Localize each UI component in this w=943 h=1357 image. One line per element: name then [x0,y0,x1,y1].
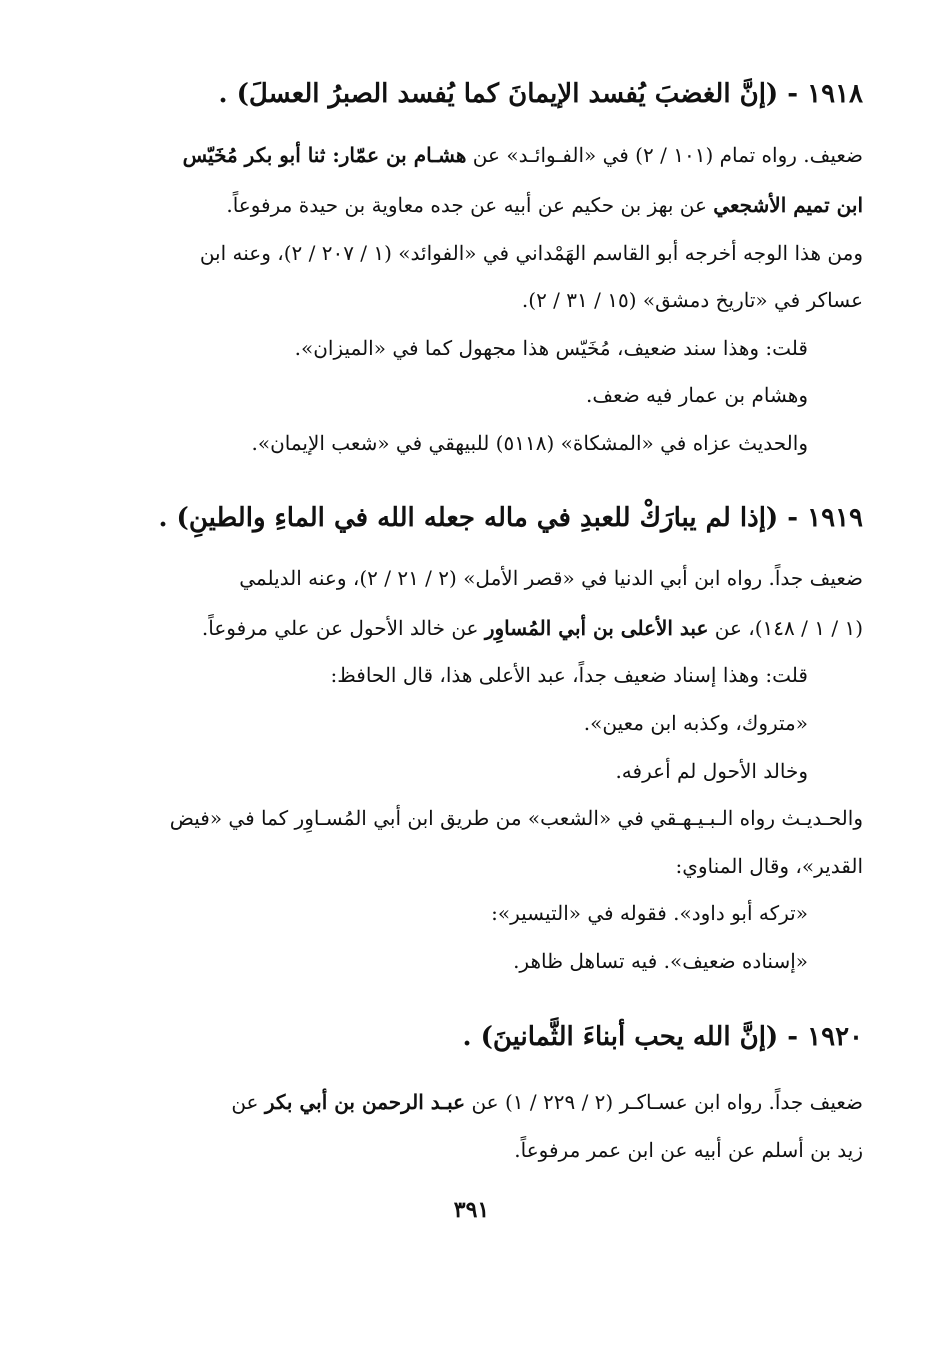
entry-text-line: وخالد الأحول لم أعرفه. [615,759,808,783]
entry-text-line: قلت: وهذا إسناد ضعيف جداً، عبد الأعلى هذا، قال الحافظ: [330,663,808,687]
entry-text-line: ومن هذا الوجه أخرجه أبو القاسم الهَمْداني في «الفوائد» (١ / ٢٠٧ / ٢)، وعنه ابن [199,241,863,265]
entry-text-line: القدير»، وقال المناوي: [675,854,863,878]
entry-heading: ١٩١٩ - (إذا لم يبارَكْ للعبدِ في ماله جعله الله في الماءِ والطينِ) . [158,503,863,533]
entry-text-line: «إسناده ضعيف». فيه تساهل ظاهر. [513,949,808,973]
entry-text-line: «متروك، وكذبه ابن معين». [583,711,808,735]
entry-text-line: والحـديـث رواه الـبـيـهـقي في «الشعب» من طريق ابن أبي المُسـاوِر كما في «فيض [169,806,863,830]
entry-number: ١٩١٨ [807,79,863,109]
entry-text-line: ضعيف جداً. رواه ابن أبي الدنيا في «قصر الأمل» (٢ / ٢١ / ٢)، وعنه الديلمي [239,566,863,590]
entry-text-line: قلت: وهذا سند ضعيف، مُخَيّس هذا مجهول كما في «الميزان». [294,336,808,360]
entry-number: ١٩٢٠ [807,1022,863,1052]
entry-text-line: «تركه أبو داود». فقوله في «التيسير»: [491,901,808,925]
page-number: ٣٩١ [453,1197,490,1223]
entry-text-line: وهشام بن عمار فيه ضعف. [585,383,808,407]
entry-text-line: ابن تميم الأشجعي عن بهز بن حكيم عن أبيه عن جده معاوية بن حيدة مرفوعاً. [226,193,863,217]
entry-title: (إذا لم يبارَكْ للعبدِ في ماله جعله الله في الماءِ والطينِ) . [158,503,779,533]
entry-number: ١٩١٩ [807,503,863,533]
entry-title: (إنَّ الغضبَ يُفسد الإيمانَ كما يُفسد الصبرُ العسلَ) . [218,79,779,109]
entry-text-line: عساكر في «تاريخ دمشق» (١٥ / ٣١ / ٢). [521,288,863,312]
entry-text-line: ضعيف. رواه تمام (١٠١ / ٢) في «الفـوائـد» عن هشـام بن عمّار: ثنا أبو بكر مُخَيّس [182,143,863,167]
entry-text-line: والحديث عزاه في «المشكاة» (٥١١٨) للبيهقي في «شعب الإيمان». [251,431,808,455]
entry-text-line: (١ / ١ / ١٤٨)، عن عبد الأعلى بن أبي المُساوِر عن خالد الأحول عن علي مرفوعاً. [201,616,863,640]
entry-heading: ١٩٢٠ - (إنَّ الله يحب أبناءَ الثَّمانينَ) . [462,1022,863,1052]
entry-text-line: ضعيف جداً. رواه ابن عسـاكـر (٢ / ٢٢٩ / ١) عن عبـد الرحمن بن أبي بكر عن [231,1090,863,1114]
entry-text-line: زيد بن أسلم عن أبيه عن ابن عمر مرفوعاً. [514,1138,863,1162]
entry-title: (إنَّ الله يحب أبناءَ الثَّمانينَ) . [462,1022,779,1052]
entry-heading: ١٩١٨ - (إنَّ الغضبَ يُفسد الإيمانَ كما يُفسد الصبرُ العسلَ) . [218,79,863,109]
